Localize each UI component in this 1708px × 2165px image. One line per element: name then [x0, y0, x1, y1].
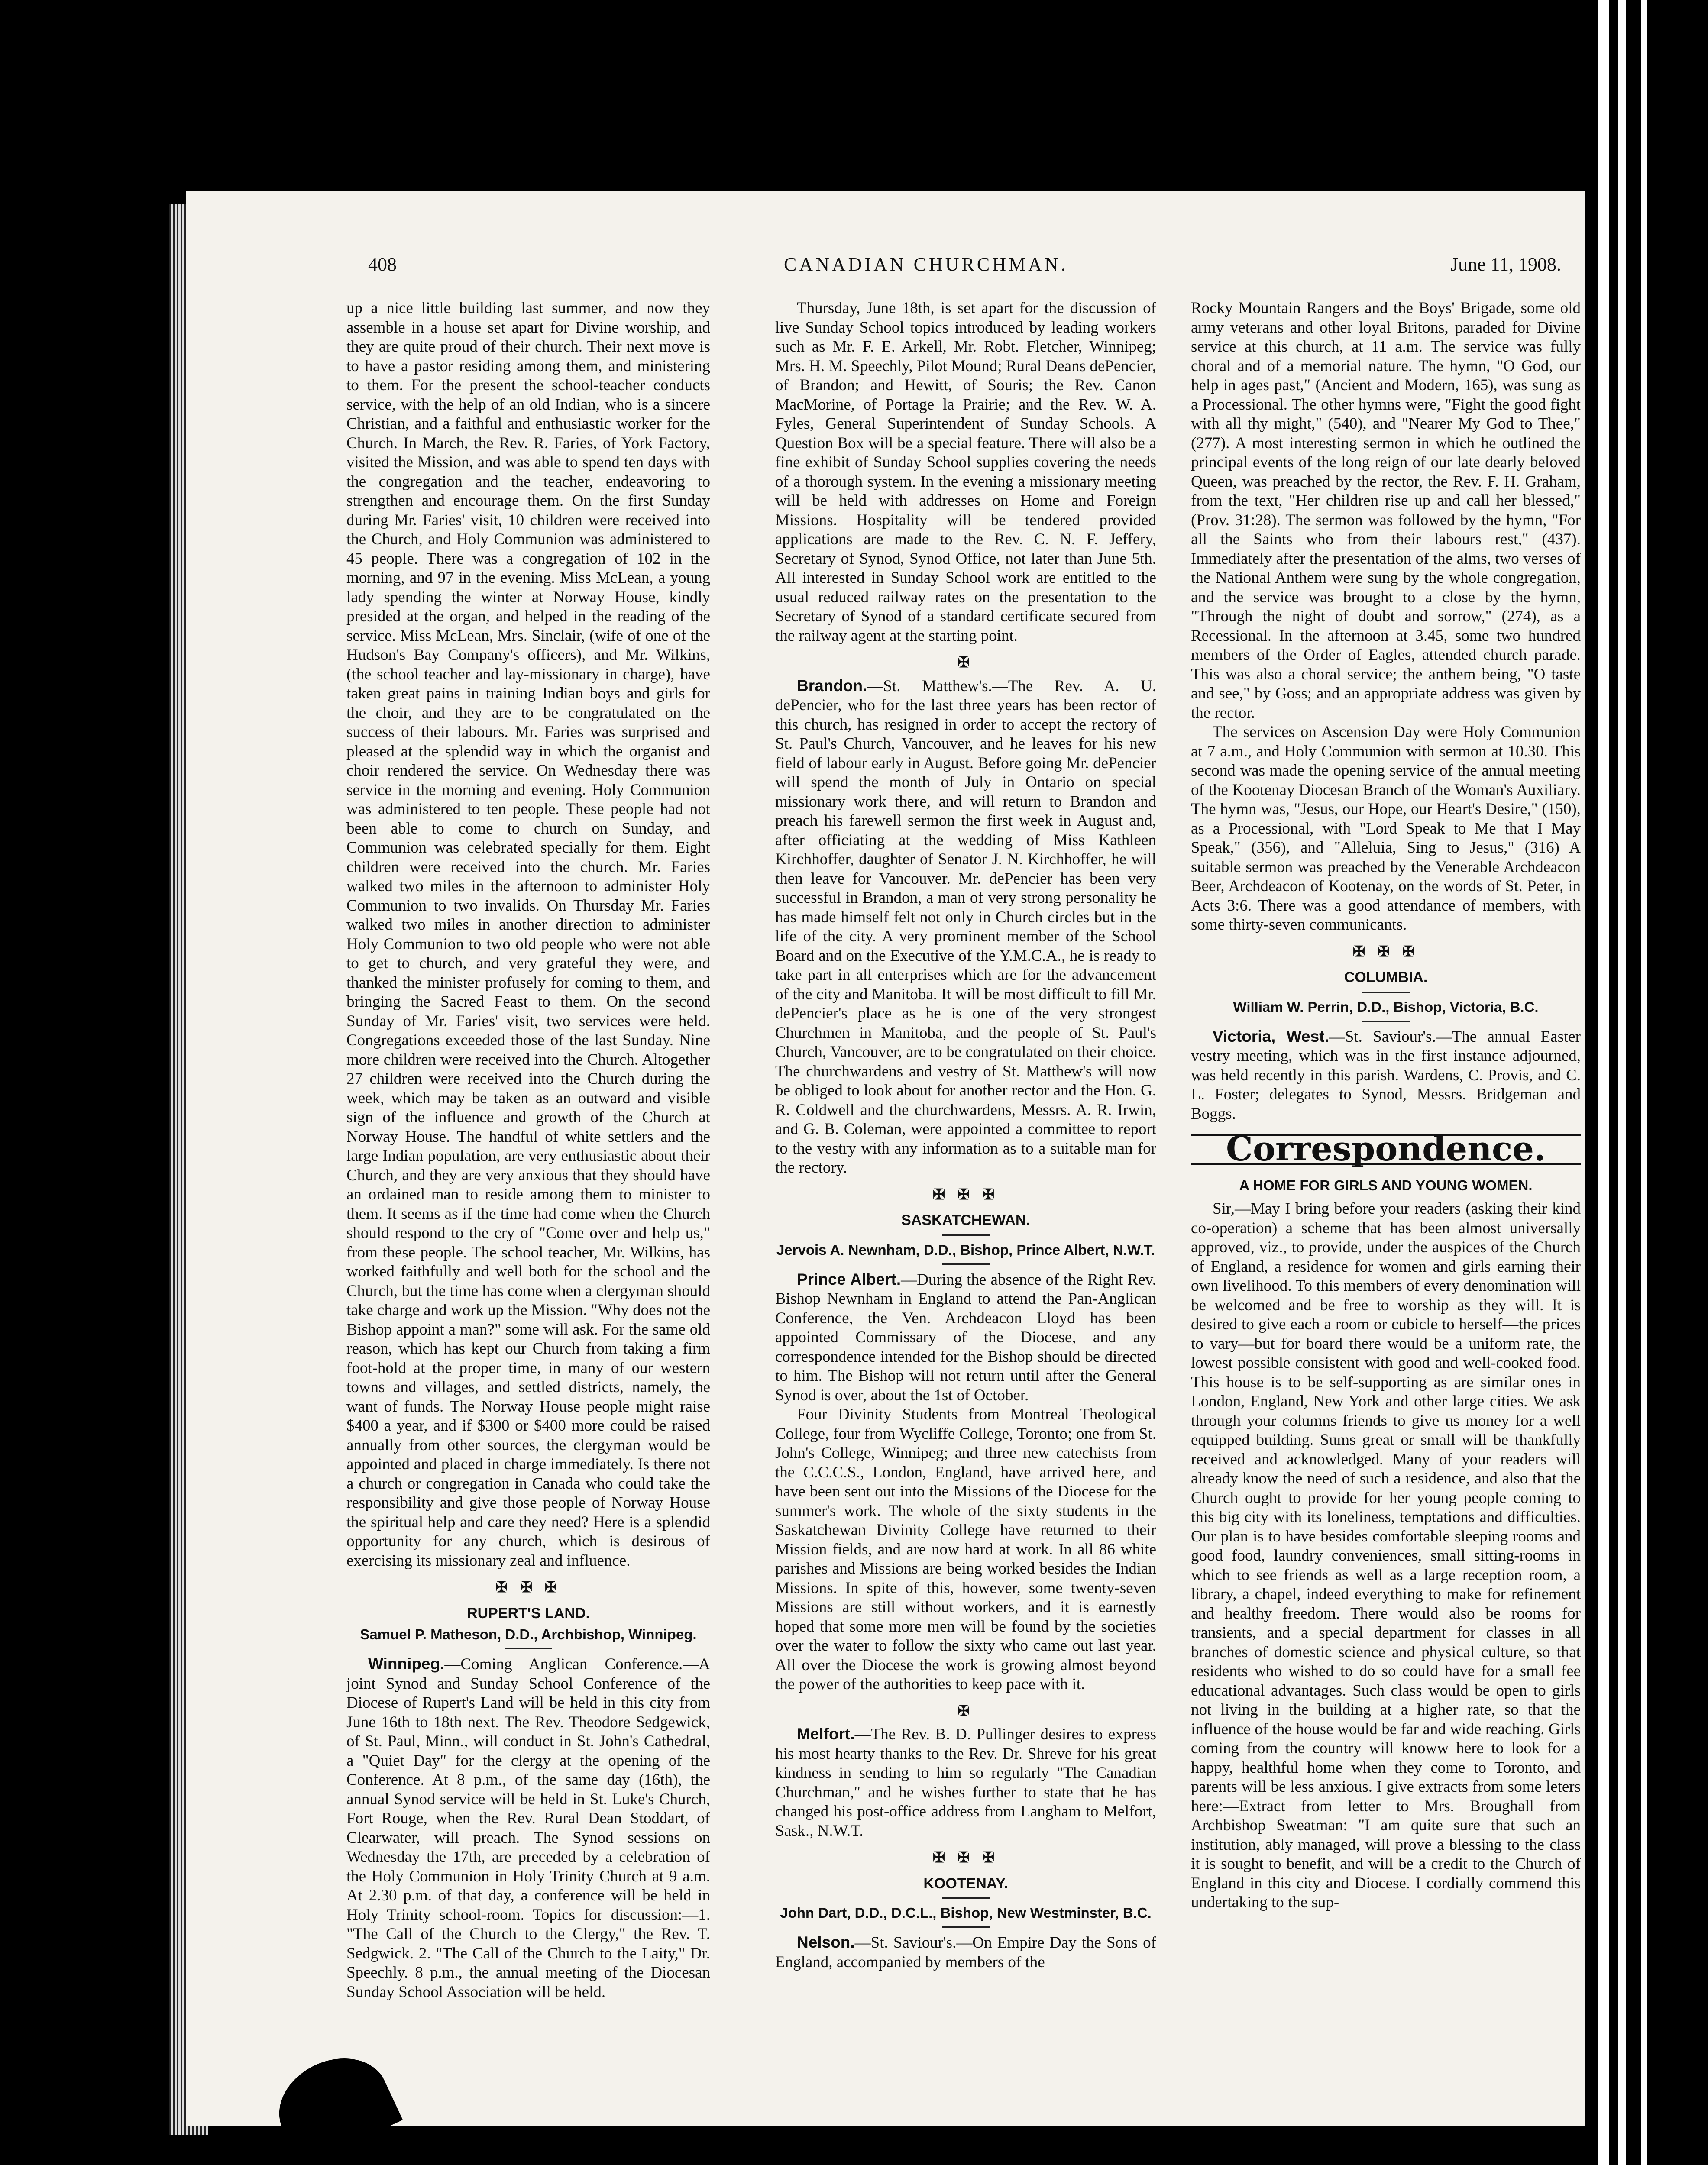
divider	[942, 1234, 990, 1236]
article-text: Nelson.—St. Saviour's.—On Empire Day the Sons of England, accompanied by members of the	[775, 1933, 1156, 1971]
article-text: Four Divinity Students from Montreal Theological College, four from Wycliffe College, Toronto; one from St. John's College, Winnipeg; and three new catechists from the C.C.C.S., London, England, have arrived here, and have been sent out into the Missions of the Diocese for the summer's work. The whole of the sixty students in the Saskatchewan Divinity College have returned to their Mission fields, and are now hard at work. In all 86 white parishes and Missions are being worked besides the Indian Missions. In spite of this, however, some twenty-seven Missions are still without workers, and it is earnestly hoped that some more men will be found by the societies over the water to follow the sixty who came out last year. All over the Diocese the work is growing almost beyond the power of the authorities to keep pace with it.	[775, 1406, 1156, 1693]
bishop-line: Samuel P. Matheson, D.D., Archbishop, Winnipeg.	[360, 1626, 697, 1642]
bishop-line: John Dart, D.D., D.C.L., Bishop, New Westminster, B.C.	[780, 1905, 1152, 1921]
article-text: Melfort.—The Rev. B. D. Pullinger desires to express his most hearty thanks to the Rev. Dr. Shreve for his great kindness in sending to him so regularly "The Canadian Churchman," and he wishes further to state that he has changed his post-office address from Langham to Melfort, Sask., N.W.T.	[775, 1725, 1156, 1840]
correspondence-banner: Correspondence.	[1191, 1134, 1581, 1165]
ornament: ✠ ✠ ✠	[932, 1850, 999, 1866]
article-text: Victoria, West.—St. Saviour's.—The annual Easter vestry meeting, which was in the first instance adjourned, was held recently in this parish. Wardens, C. Provis, and C. L. Foster; delegates to Synod, Messrs. Bridgeman and Boggs.	[1191, 1027, 1581, 1123]
article-text: Prince Albert.—During the absence of the Right Rev. Bishop Newnham in England to attend the Pan-Anglican Conference, the Ven. Archdeacon Lloyd has been appointed Commissary of the Diocese, and any correspondence intended for the Bishop should be directed to him. The Bishop will not return until after the General Synod is over, about the 1st of October.	[775, 1270, 1156, 1404]
section-heading: SASKATCHEWAN.	[901, 1212, 1030, 1228]
article-text: The services on Ascension Day were Holy Communion at 7 a.m., and Holy Communion with sermon at 10.30. This second was made the opening service of the annual meeting of the Kootenay Diocesan Branch of the Woman's Auxiliary. The hymn was, "Jesus, our Hope, our Heart's Desire," (150), as a Processional, with "Lord Speak to Me that I May Speak," (356), and "Alleluia, Sing to Jesus," (316) A suitable sermon was preached by the Venerable Archdeacon Beer, Archdeacon of Kootenay, on the words of St. Peter, in Acts 3:6. There was a good attendance of members, with some thirty-seven communicants.	[1191, 723, 1581, 934]
section-heading: KOOTENAY.	[923, 1875, 1008, 1892]
place-lead: Prince Albert.	[797, 1270, 901, 1288]
article-text: Winnipeg.—Coming Anglican Conference.—A joint Synod and Sunday School Conference of the Diocese of Rupert's Land will be held in this city from June 16th to 18th next. The Rev. Theodore Sedgewick, of St. Paul, Minn., will conduct in St. John's Cathedral, a "Quiet Day" for the clergy at the opening of the Conference. At 8 p.m., of the same day (16th), the annual Synod service will be held in St. Luke's Church, Fort Rouge, when the Rev. Rural Dean Stoddart, of Clearwater, will preach. The Synod sessions on Wednesday the 17th, are preceded by a celebration of the Holy Communion in Holy Trinity Church at 9 a.m. At 2.30 p.m. of that day, a conference will be held in Holy Trinity school-room. Topics for discussion:—1. "The Call of the Church to the Clergy," the Rev. T. Sedgwick. 2. "The Call of the Church to the Laity," Dr. Speechly. 8 p.m., the annual meeting of the Diocesan Sunday School Association will be held.	[346, 1655, 710, 2001]
divider	[942, 1897, 990, 1899]
article-text: Thursday, June 18th, is set apart for the discussion of live Sunday School topics introduced by leading workers such as Mr. F. E. Arkell, Mr. Robt. Fletcher, Winnipeg; Mrs. H. M. Speechly, Pilot Mound; Rural Deans dePencier, of Brandon; and Hewitt, of Souris; the Rev. Canon MacMorine, of Portage la Prairie; and the Rev. W. A. Fyles, General Superintendent of Sunday Schools. A Question Box will be a special feature. There will also be a fine exhibit of Sunday School supplies covering the needs of a thorough system. In the evening a missionary meeting will be held with addresses on Home and Foreign Missions. Hospitality will be tendered provided applications are made to the Rev. C. N. F. Jeffery, Secretary of Synod, Synod Office, not later than June 5th. All interested in Sunday School work are entitled to the usual reduced railway rates on the presentation to the Secretary of Synod of a standard certificate secured from the railway agent at the starting point.	[775, 299, 1156, 645]
page-number: 408	[368, 254, 397, 275]
issue-date: June 11, 1908.	[1451, 254, 1562, 275]
masthead-title: CANADIAN CHURCHMAN.	[784, 254, 1068, 275]
letter-title: A HOME FOR GIRLS AND YOUNG WOMEN.	[1239, 1177, 1533, 1193]
article-text: up a nice little building last summer, and now they assemble in a house set apart for Divine worship, and they are quite proud of their church. Their next move is to have a pastor residing among them, and ministering to them. For the present the school-teacher conducts service, with the help of an old Indian, who is a sincere Christian, and a faithful and enthusiastic worker for the Church. In March, the Rev. R. Faries, of York Factory, visited the Mission, and was able to spend ten days with the congregation and the teacher, endeavoring to strengthen and encourage them. On the first Sunday during Mr. Faries' visit, 10 children were received into the Church, and Holy Communion was administered to 45 people. There was a congregation of 102 in the morning, and 97 in the evening. Miss McLean, a young lady spending the winter at Norway House, kindly presided at the organ, and helped in the reading of the service. Miss McLean, Mrs. Sinclair, (wife of one of the Hudson's Bay Company's officers), and Mr. Wilkins, (the school teacher and lay-missionary in charge), have taken great pains in training Indian boys and girls for the choir, and they are to be congratulated on the success of their labours. Mr. Faries was surprised and pleased at the splendid way in which the organist and choir rendered the service. On Wednesday there was service in the morning and evening. Holy Communion was administered to ten people. These people had not been able to come to church on Sunday, and Communion was celebrated specially for them. Eight children were received into the church. Mr. Faries walked two miles in the afternoon to administer Holy Communion to two invalids. On Thursday Mr. Faries walked two miles in another direction to administer Holy Communion to two old people who were not able to get to church, and very grateful they were, and thanked the minister profusely for coming to them, and bringing the Sacred Feast to them. On the second Sunday of Mr. Faries' visit, two services were held. Congregations exceeded those of the last Sunday. Nine more children were received into the Church. Altogether 27 children were received into the Church during the week, which may be taken as an outward and visible sign of the influence and growth of the Church at Norway House. The handful of white settlers and the large Indian population, are very enthusiastic about their Church, and they are very anxious that they should have an ordained man to reside among them to minister to them. It seems as if the time had come when the Church should respond to the cry of "Come over and help us," from these people. The school teacher, Mr. Wilkins, has worked faithfully and well both for the school and the Church, but the time has come when a clergyman should take charge and work up the Mission. "Why does not the Bishop appoint a man?" some will ask. For the same old reason, which has kept our Church from taking a firm foot-hold at the proper time, in many of our western towns and villages, and settled districts, namely, the want of funds. The Norway House people might raise $400 a year, and if $300 or $400 more could be raised annually from other sources, the clergyman would be appointed and placed in charge immediately. Is there not a church or congregation in Canada who could take the responsibility and give those people of Norway House the spiritual help and care they need? Here is a splendid opportunity for any church, which is desirous of exercising its missionary zeal and influence.	[346, 299, 710, 1570]
ornament: ✠ ✠ ✠	[1352, 944, 1419, 960]
divider	[1362, 1021, 1410, 1022]
ornament: ✠	[957, 655, 974, 671]
place-lead: Brandon.	[797, 676, 867, 695]
film-edge-bar	[1641, 0, 1647, 2165]
column-3	[1191, 299, 1581, 1913]
column-2	[775, 299, 1156, 1972]
section-heading: RUPERT'S LAND.	[467, 1605, 590, 1622]
bishop-line: Jervois A. Newnham, D.D., Bishop, Prince Albert, N.W.T.	[776, 1241, 1155, 1258]
place-lead: Melfort.	[797, 1725, 855, 1743]
place-lead: Victoria, West.	[1213, 1027, 1329, 1045]
article-text: Rocky Mountain Rangers and the Boys' Brigade, some old army veterans and other loyal Britons, paraded for Divine service at this church, at 11 a.m. The service was fully choral and of a memorial nature. The hymn, "O God, our help in ages past," (Ancient and Modern, 165), was sung as a Processional. The other hymns were, "Fight the good fight with all thy might," (540), and "Nearer My God to Thee," (277). A most interesting sermon in which he outlined the principal events of the long reign of our late dearly beloved Queen, was preached by the rector, the Rev. F. H. Graham, from the text, "Her children rise up and call her blessed," (Prov. 31:28). The sermon was followed by the hymn, "For all the Saints who from their labours rest," (437). Immediately after the presentation of the alms, two verses of the National Anthem were sung by the whole congregation, and the service was brought to a close by the hymn, "Through the night of doubt and sorrow," (274), as a Recessional. In the afternoon at 3.45, some two hundred members of the Order of Eagles, attended church parade. This was also a choral service; the anthem being, "O taste and see," by Goss; and an appropriate address was given by the rector.	[1191, 299, 1581, 722]
ornament: ✠ ✠ ✠	[495, 1580, 562, 1596]
divider	[505, 1648, 552, 1649]
divider	[942, 1926, 990, 1928]
column-1	[346, 299, 710, 2002]
bishop-line: William W. Perrin, D.D., Bishop, Victoria, B.C.	[1233, 998, 1539, 1015]
film-edge-bar	[1618, 0, 1626, 2165]
film-edge-bar	[1598, 0, 1609, 2165]
place-lead: Winnipeg.	[368, 1655, 445, 1673]
divider	[1362, 992, 1410, 993]
article-text: Brandon.—St. Matthew's.—The Rev. A. U. dePencier, who for the last three years has been rector of this church, has resigned in order to accept the rectory of St. Paul's Church, Vancouver, and he leaves for his new field of labour early in August. Before going Mr. dePencier will spend the month of July in Ontario on special missionary work there, and will return to Brandon and preach his farewell sermon the first week in August and, after officiating at the wedding of Miss Kathleen Kirchhoffer, daughter of Senator J. N. Kirchhoffer, he will then leave for Vancouver. Mr. dePencier has been very successful in Brandon, a man of very strong personality he has made himself felt not only in Church circles but in the life of the city. A very prominent member of the School Board and on the Executive of the Y.M.C.A., he is ready to take part in all enterprises which are for the advancement of the city and Manitoba. It will be most difficult to fill Mr. dePencier's place as he is one of the very strongest Churchmen in Manitoba, and the people of St. Paul's Church, Vancouver, are to be congratulated on their choice. The churchwardens and vestry of St. Matthew's will now be obliged to look about for another rector and the Hon. G. R. Coldwell and the churchwardens, Messrs. A. R. Irwin, and G. B. Coleman, were appointed a committee to report to the vestry with any information as to a suitable man for the rectory.	[775, 676, 1156, 1176]
divider	[942, 1263, 990, 1265]
ornament: ✠	[957, 1703, 974, 1719]
letter-text: Sir,—May I bring before your readers (asking their kind co-operation) a scheme that has been almost universally approved, viz., to provide, under the auspices of the Church of England, a residence for women and girls earning their own livelihood. To this members of every denomination will be welcomed and be free to worship as they will. It is desired to give each a room or cubicle to herself—the prices to vary—but for board there would be a uniform rate, the lowest possible consistent with good and well-cooked food. This house is to be self-supporting as are similar ones in London, England, New York and other large cities. We ask through your columns friends to give us money for a well equipped building. Sums great or small will be thankfully received and acknowledged. Many of your readers will already know the need of such a residence, and also that the Church ought to provide for her young people coming to this big city with its loneliness, temptations and difficulties. Our plan is to have besides comfortable sleeping rooms and good food, laundry conveniences, small sitting-rooms in which to see friends as well as a large reception room, a library, a chapel, indeed everything to make for refinement and healthy freedom. There would also be rooms for transients, and a special department for classes in all branches of domestic science and physical culture, so that residents who wished to do so could have for a small fee educational advantages. Such class would be open to girls not living in the building at a higher rate, so that the influence of the house would be far and wide reaching. Girls coming from the country will knoww here to look for a happy, healthful home when they come to Toronto, and parents will be less anxious. I give extracts from some leters here:—Extract from letter to Mrs. Broughall from Archbishop Sweatman: "I am quite sure that such an institution, ably managed, will prove a blessing to the class it is sought to benefit, and will be a credit to the Church of England in this city and Diocese. I cordially commend this undertaking to the sup-	[1191, 1200, 1581, 1911]
ornament: ✠ ✠ ✠	[932, 1186, 999, 1203]
section-heading: COLUMBIA.	[1344, 969, 1428, 986]
place-lead: Nelson.	[797, 1933, 855, 1951]
